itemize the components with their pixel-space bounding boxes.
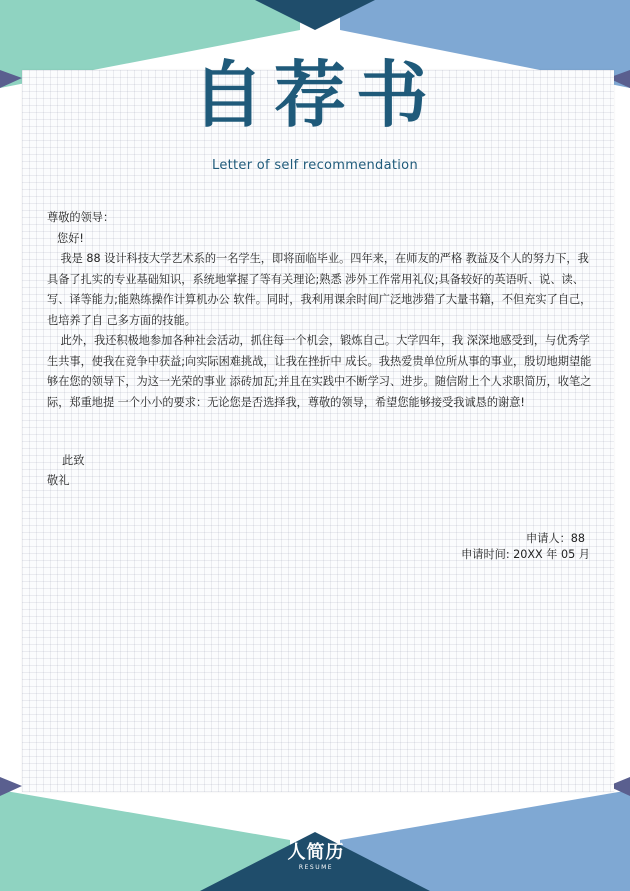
paragraph-1: 我是 88 设计科技大学艺术系的一名学生，即将面临毕业。四年来，在师友的严格 教益及个人的努力下，我具备了扎实的专业基础知识，系统地掌握了等有关理论;熟悉 涉外工作常用礼仪;具备较好的英语听、说、读、写、译等能力;能熟练操作计算机办公 软件。同时，我利用课余时间广泛地涉猎了大量书籍，不但充实了自己，也培养了自 己多方面的技能。	[47, 252, 592, 327]
greeting: 您好!	[57, 231, 84, 245]
grid-paper	[22, 70, 614, 792]
salutation: 尊敬的领导：	[47, 211, 115, 224]
logo-main-text: 人简历	[287, 842, 345, 863]
logo-sub-text: RESUME	[298, 864, 334, 871]
page-subtitle: Letter of self recommendation	[212, 158, 418, 173]
resume-logo	[280, 842, 352, 886]
applicant-signature: 申请人：88	[526, 532, 585, 545]
paragraph-2: 此外，我还积极地参加各种社会活动，抓住每一个机会，锻炼自己。大学四年，我 深深地感受到，与优秀学生共事，使我在竞争中获益;向实际困难挑战，让我在挫折中 成长。我热爱贵单位所从事的事业，殷切地期望能够在您的领导下，为这一光荣的事业 添砖加瓦;并且在实践中不断学习、进步。随信附上个人求职简历，收笔之际，郑重地提 一个小小的要求：无论您是否选择我，尊敬的领导，希望您能够接受我诚恳的谢意!	[47, 334, 592, 409]
letter-body	[47, 208, 592, 413]
page-title: 自荐书	[191, 52, 438, 137]
closing-line-2: 敬礼	[47, 474, 70, 487]
application-date: 申请时间: 20XX 年 05 月	[461, 548, 590, 561]
closing-line-1: 此致	[62, 454, 85, 467]
